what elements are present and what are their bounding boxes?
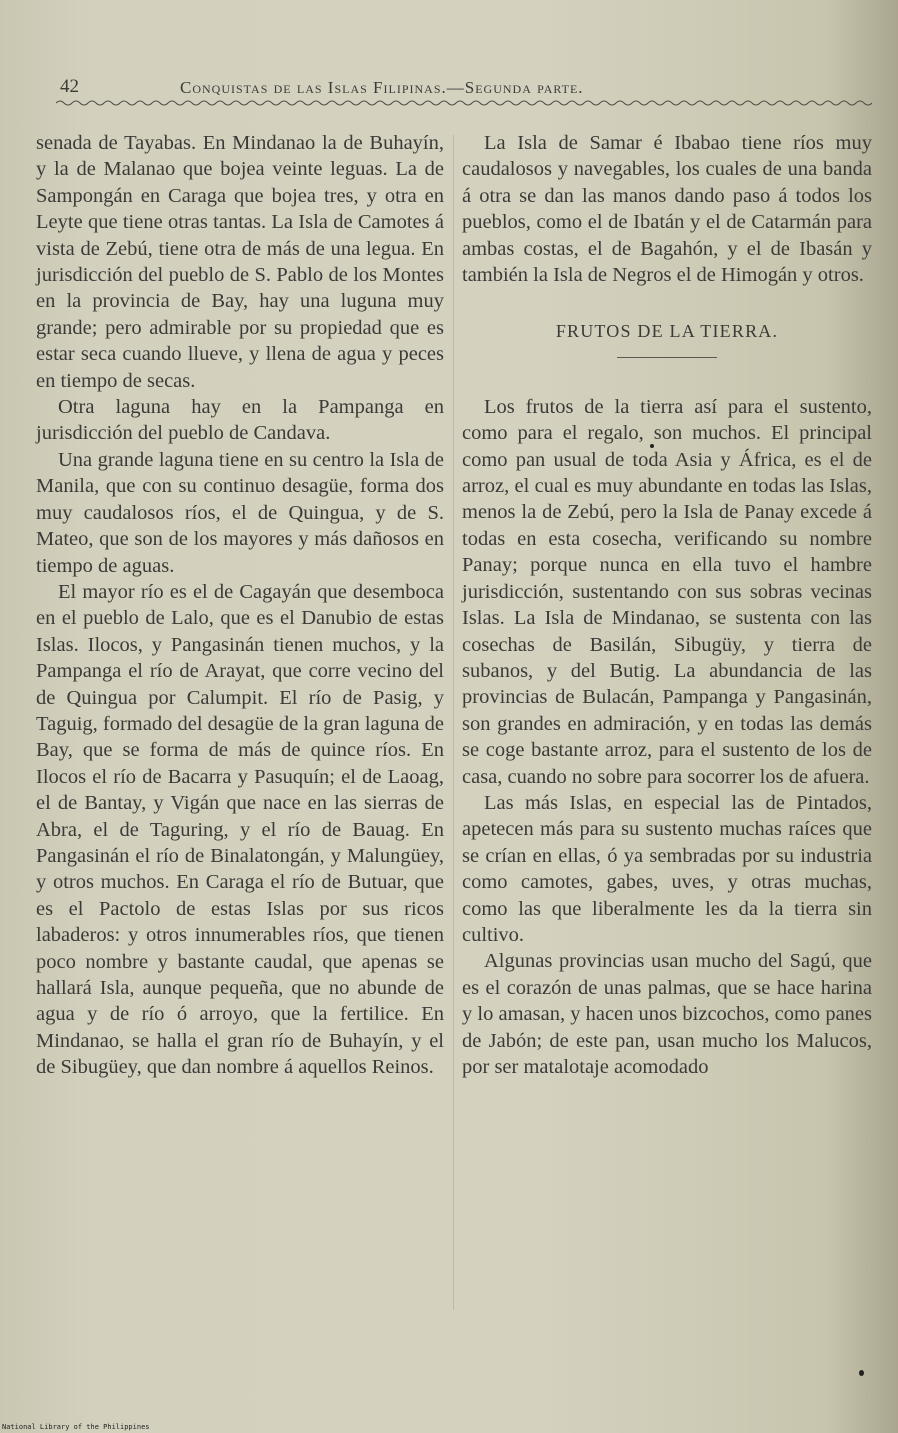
right-intro-paragraph: La Isla de Samar é Ibabao tiene ríos muy caudalosos y navegables, los cuales de una banda á otra se dan las manos dando paso á todos los pueblos, como el de Ibatán y el de Catarmán para ambas costas, el de Bagahón, y el de Ibasán y también la Isla de Negros el de Himogán y otros. (462, 132, 872, 287)
ink-speck (650, 444, 654, 448)
right-paragraph-2: Las más Islas, en especial las de Pintados, apetecen más para su sustento muchas raíces que se crían en ellas, ó ya sembradas por su industria como camotes, gabes, uves, y otras muchas, como las que liberalmente les da la tierra sin cultivo. (462, 791, 872, 946)
column-divider (453, 135, 454, 1310)
left-paragraph-1: senada de Tayabas. En Mindanao la de Buhayín, y la de Malanao que bojea veinte leguas. La de Sampongán en Caraga que bojea tres, y otra en Leyte que tiene otras tantas. La Isla de Camotes á vista de Zebú, tiene otra de más de una legua. En jurisdicción del pueblo de S. Pablo de los Montes en la provincia de Bay, hay una luguna muy grande; pero admirable por su propiedad que es estar seca cuando llueve, y llena de agua y peces en tiempo de secas. (36, 132, 444, 392)
left-paragraph-3: Una grande laguna tiene en su centro la Isla de Manila, que con su continuo desagüe, forma dos muy caudalosos ríos, el de Quingua, y de S. Mateo, que son de los mayores y más dañosos en tiempo de aguas. (36, 448, 444, 577)
left-paragraph-4: El mayor río es el de Cagayán que desemboca en el pueblo de Lalo, que es el Danubio de estas Islas. Ilocos, y Pangasinán tienen muchos, y la Pampanga el río de Arayat, que corre vecino del de Quingua por Calumpit. El río de Pasig, y Taguig, formado del desagüe de la gran laguna de Bay, que se forma de más de quince ríos. En Ilocos el río de Bacarra y Pasuquín; el de Laoag, el de Bantay, y Vigán que nace en las sierras de Abra, el de Taguring, y el río de Bauag. En Pangasinán el río de Binalatongán, y Malungüey, y otros muchos. En Caraga el río de Butuar, que es el Pactolo de estas Islas por sus ricos labaderos: y otros innumerables ríos, que tienen poco nombre y bastante caudal, que apenas se hallará Isla, aunque pequeña, que no abunde de agua y de río ó arroyo, que la fertilice. En Mindanao, se halla el gran río de Buhayín, y el de Sibugüey, que dan nombre á aquellos Reinos. (36, 580, 444, 1079)
header-ornamental-rule (56, 98, 876, 108)
page-number: 42 (60, 76, 79, 97)
right-paragraph-3: Algunas provincias usan mucho del Sagú, que es el corazón de unas palmas, que se hace harina y lo amasan, y hacen unos bizcochos, como panes de Jabón; de este pan, usan mucho los Malucos, por ser matalotaje acomodado (462, 950, 872, 1078)
left-column (36, 130, 444, 1081)
right-paragraph-1: Los frutos de la tierra así para el sustento, como para el regalo, son muchos. El principal como pan usual de toda Asia y África, es el de arroz, el cual es muy abundante en todas las Islas, menos la de Zebú, pero la Isla de Panay excede á todas en esta cosecha, verificando su nombre Panay; porque nunca en ella tuvo el hambre jurisdicción, sustentando con sus sobras vecinas Islas. La Isla de Mindanao, se sustenta con las cosechas de Basilán, Sibugüy, y tierra de subanos, y del Butig. La abundancia de las provincias de Bulacán, Pampanga y Pangasinán, son grandes en admiración, y en todas las demás se coge bastante arroz, para el sustento de los de casa, cuando no sobre para socorrer los de afuera. (462, 395, 872, 788)
ink-speck (859, 1370, 864, 1376)
right-column (462, 130, 872, 1080)
section-title-rule (617, 357, 717, 358)
running-head: Conquistas de las Islas Filipinas.—Segunda parte. (180, 78, 584, 97)
left-paragraph-2: Otra laguna hay en la Pampanga en jurisdicción del pueblo de Candava. (36, 396, 444, 445)
library-watermark: National Library of the Philippines (2, 1423, 150, 1431)
section-title: FRUTOS DE LA TIERRA. (555, 321, 779, 342)
